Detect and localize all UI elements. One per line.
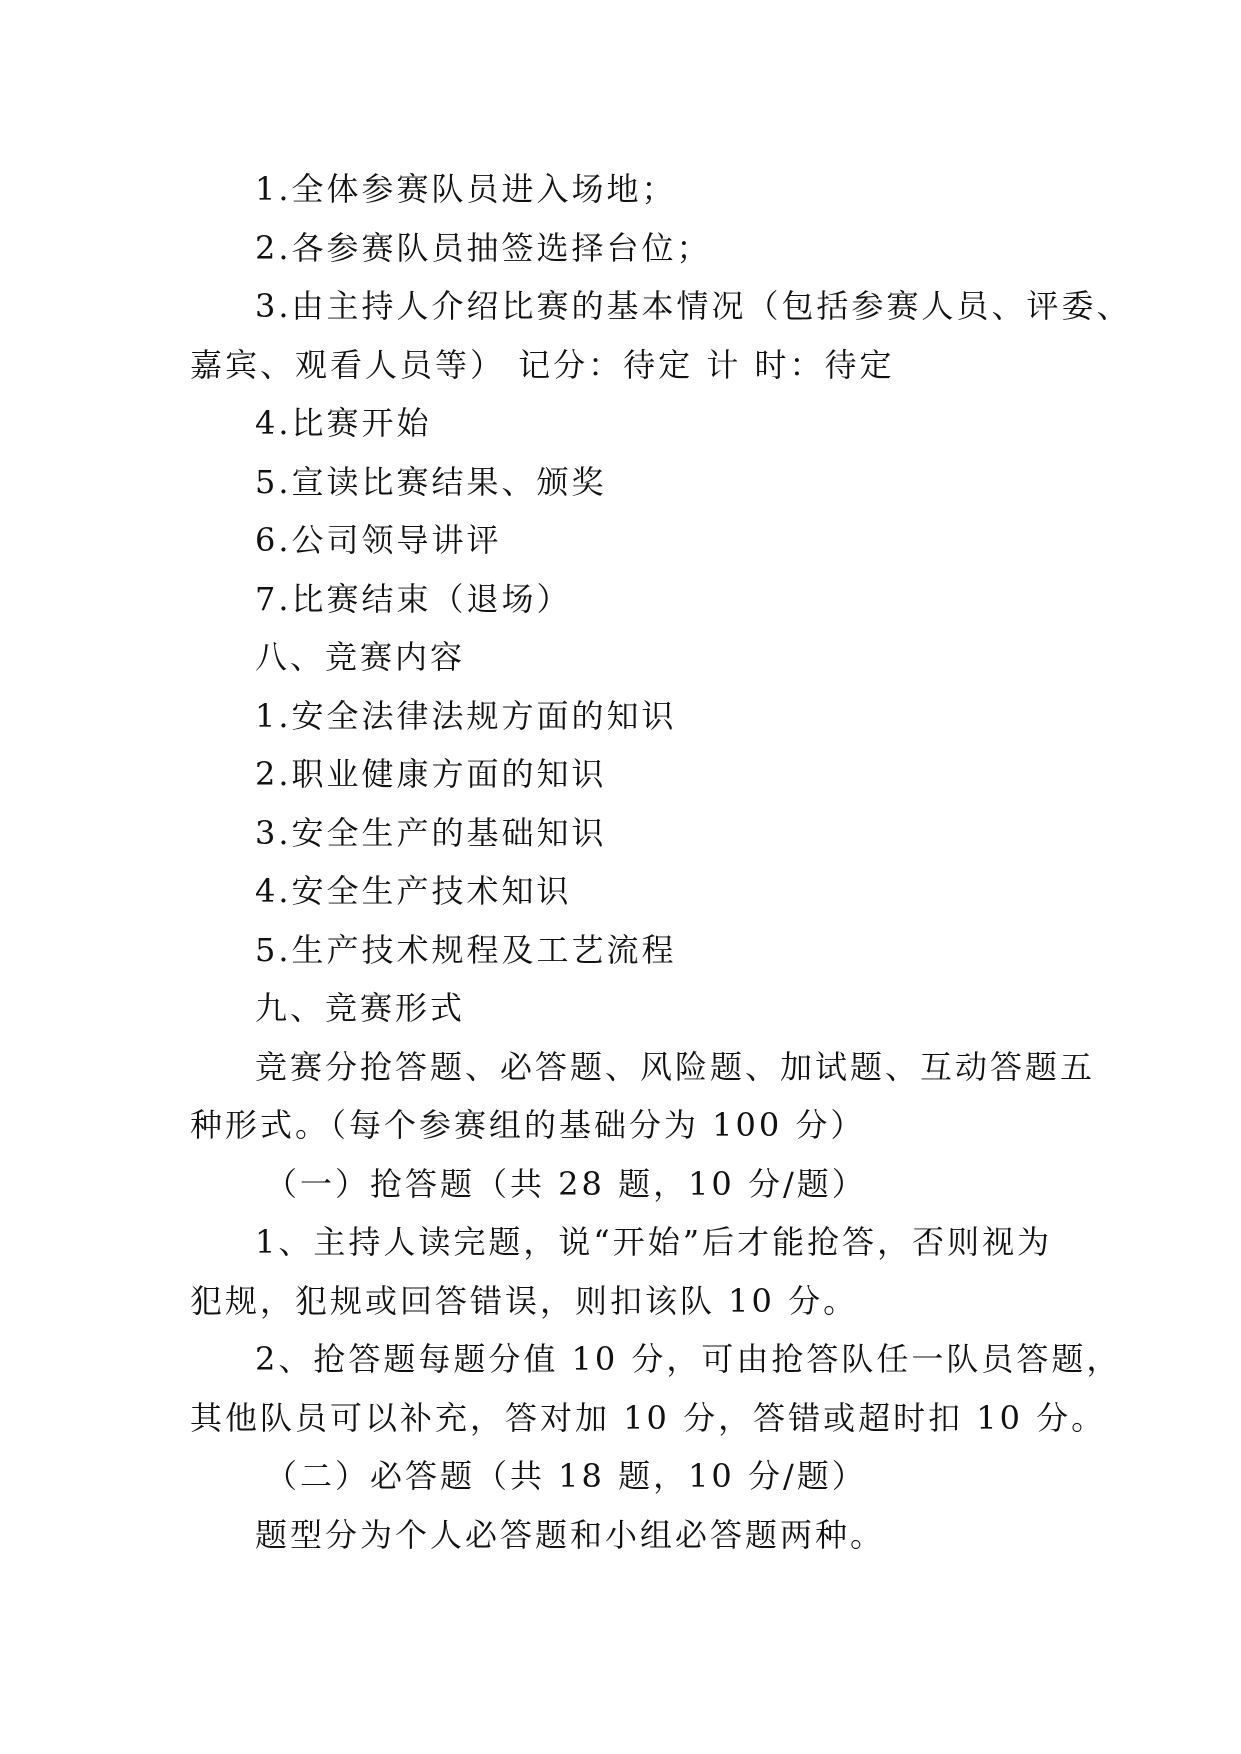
content-item-2: 2.职业健康方面的知识: [255, 755, 607, 793]
rule-paragraph-1-continued: 犯规，犯规或回答错误，则扣该队 10 分。: [190, 1281, 859, 1320]
document-body: [190, 160, 1132, 1564]
content-item-5: 5.生产技术规程及工艺流程: [255, 930, 677, 969]
content-item-4: 4.安全生产技术知识: [255, 872, 572, 910]
rule-paragraph-2: 2、抢答题每题分值 10 分，可由抢答队任一队员答题，: [255, 1340, 1122, 1378]
question-type-paragraph: 题型分为个人必答题和小组必答题两种。: [255, 1515, 886, 1554]
procedure-item-6: 6.公司领导讲评: [255, 521, 502, 559]
procedure-item-1: 1.全体参赛队员进入场地；: [255, 170, 677, 208]
section-heading-8: 八、竞赛内容: [255, 638, 466, 676]
procedure-item-3: 3.由主持人介绍比赛的基本情况（包括参赛人员、评委、: [255, 287, 1132, 325]
format-paragraph: 竞赛分抢答题、必答题、风险题、加试题、互动答题五: [255, 1047, 1096, 1086]
subsection-heading-1: （一）抢答题（共 28 题，10 分/题）: [265, 1164, 867, 1203]
format-paragraph-continued: 种形式。（每个参赛组的基础分为 100 分）: [190, 1106, 866, 1144]
procedure-item-5: 5.宣读比赛结果、颁奖: [255, 462, 607, 501]
procedure-item-7: 7.比赛结束（退场）: [255, 579, 572, 618]
rule-paragraph-1: 1、主持人读完题，说“开始”后才能抢答，否则视为: [255, 1223, 1053, 1261]
rule-paragraph-2-continued: 其他队员可以补充，答对加 10 分，答错或超时扣 10 分。: [190, 1398, 1107, 1437]
subsection-heading-2: （二）必答题（共 18 题，10 分/题）: [265, 1457, 867, 1495]
procedure-item-3-continued: 嘉宾、观看人员等） 记分：待定 计 时：待定: [190, 345, 895, 384]
content-item-3: 3.安全生产的基础知识: [255, 813, 607, 852]
content-item-1: 1.安全法律法规方面的知识: [255, 696, 677, 735]
procedure-item-2: 2.各参赛队员抽签选择台位；: [255, 228, 712, 267]
procedure-item-4: 4.比赛开始: [255, 404, 432, 442]
section-heading-9: 九、竞赛形式: [255, 989, 466, 1027]
